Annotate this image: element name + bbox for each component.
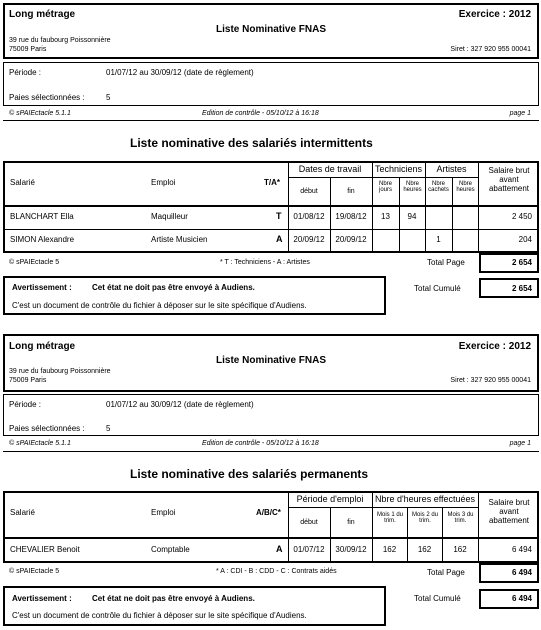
address-line1: 39 rue du faubourg Poissonnière [9,37,111,44]
address-line1: 39 rue du faubourg Poissonnière [9,368,111,375]
legend: * A : CDI - B : CDD - C : Contrats aidés [216,568,337,575]
col-nbre-cachets: Nbre cachets [428,181,449,193]
col-techniciens: Techniciens [374,164,423,174]
total-page-value: 2 654 [511,258,532,267]
page-number: page 1 [509,110,531,117]
exercice: Exercice : 2012 [458,341,531,352]
cell-emploi: Maquilleur [151,212,188,221]
total-page-value: 6 494 [511,568,532,577]
col-dates: Dates de travail [298,164,362,174]
periode-value: 01/07/12 au 30/09/12 (date de règlement) [106,68,254,77]
divider [3,451,539,452]
cell-type: A [276,544,283,554]
notice-line2: C'est un document de contrôle du fichier à déposer sur le site spécifique d'Audiens. [12,611,307,620]
cell-cachets: 1 [436,235,441,244]
footer-software: © sPAIEctacle 5 [9,259,60,266]
cell-salaire: 2 450 [511,212,532,221]
software-version: © sPAIEctacle 5.1.1 [9,110,71,117]
col-debut: début [300,188,318,195]
paies-label: Paies sélectionnées : [9,424,85,433]
notice-text: Cet état ne doit pas être envoyé à Audiens. [92,594,255,603]
periode-label: Période : [9,68,42,77]
col-mois1: Mois 1 du trim. [376,512,403,524]
col-heures: Nbre d'heures effectuées [374,494,476,504]
cell-fin: 19/08/12 [335,212,367,221]
total-cumule-label: Total Cumulé [414,594,461,603]
address-line2: 75009 Paris [9,46,47,53]
company-name: Long métrage [9,9,76,20]
col-salaire: Salaire brut avant abattement [488,166,530,193]
notice-line2: C'est un document de contrôle du fichier à déposer sur le site spécifique d'Audiens. [12,301,307,310]
siret: Siret : 327 920 955 00041 [450,46,531,53]
cell-name: SIMON Alexandre [10,235,75,244]
col-mois2: Mois 2 du trim. [411,512,438,524]
col-salarie: Salarié [10,178,35,187]
intermittents-table [3,161,539,253]
company-name: Long métrage [9,341,76,352]
cell-type: A [276,234,283,244]
col-fin: fin [347,519,355,526]
periode-value: 01/07/12 au 30/09/12 (date de règlement) [106,400,254,409]
col-salaire: Salaire brut avant abattement [488,498,530,525]
footer-software: © sPAIEctacle 5 [9,568,60,575]
permanents-title: Liste nominative des salariés permanents [130,467,369,481]
cell-debut: 20/09/12 [293,235,325,244]
cell-mois3: 162 [453,545,467,554]
cell-name: CHEVALIER Benoit [10,545,80,554]
col-salarie: Salarié [10,508,35,517]
edition-date: Edition de contrôle - 05/10/12 à 16:18 [202,110,319,117]
paies-label: Paies sélectionnées : [9,93,85,102]
col-periode: Période d'emploi [296,494,364,504]
total-page-label: Total Page [427,258,465,267]
divider [3,120,539,121]
cell-debut: 01/07/12 [293,545,325,554]
cell-name: BLANCHART Ella [10,212,74,221]
cell-salaire: 204 [518,235,532,244]
cell-emploi: Artiste Musicien [151,235,208,244]
col-nbre-jours: Nbre jours [378,181,392,193]
report-title: Liste Nominative FNAS [216,355,327,366]
col-type: A/B/C* [256,508,281,517]
cell-jours: 13 [381,212,390,221]
periode-label: Période : [9,400,42,409]
notice-text: Cet état ne doit pas être envoyé à Audiens. [92,283,255,292]
col-type: T/A* [264,178,280,187]
col-artistes: Artistes [436,164,467,174]
cell-heures: 94 [407,212,417,221]
software-version: © sPAIEctacle 5.1.1 [9,440,71,447]
edition-date: Edition de contrôle - 05/10/12 à 16:18 [202,440,319,447]
total-page-label: Total Page [427,568,465,577]
page-number: page 1 [509,440,531,447]
paies-value: 5 [106,93,111,102]
col-fin: fin [347,188,355,195]
col-mois3: Mois 3 du trim. [447,512,474,524]
cell-debut: 01/08/12 [293,212,325,221]
cell-salaire: 6 494 [511,545,532,554]
col-debut: début [300,519,318,526]
notice-label: Avertissement : [12,283,72,292]
intermittents-title: Liste nominative des salariés intermittents [130,136,373,150]
notice-box [3,586,386,626]
cell-fin: 20/09/12 [335,235,367,244]
report-title: Liste Nominative FNAS [216,24,327,35]
cell-fin: 30/09/12 [335,545,367,554]
address-line2: 75009 Paris [9,377,47,384]
legend: * T : Techniciens - A : Artistes [220,259,310,266]
col-emploi: Emploi [151,508,176,517]
col-nbre-heures-art: Nbre heures [456,181,475,193]
siret: Siret : 327 920 955 00041 [450,377,531,384]
cell-mois1: 162 [382,545,397,554]
exercice: Exercice : 2012 [458,9,531,20]
notice-label: Avertissement : [12,594,72,603]
col-nbre-heures: Nbre heures [403,181,422,193]
total-cumule-value: 2 654 [511,284,532,293]
total-cumule-value: 6 494 [511,594,532,603]
cell-mois2: 162 [417,545,432,554]
col-emploi: Emploi [151,178,176,187]
cell-emploi: Comptable [151,545,190,554]
paies-value: 5 [106,424,111,433]
total-cumule-label: Total Cumulé [414,284,461,293]
cell-type: T [276,211,282,221]
